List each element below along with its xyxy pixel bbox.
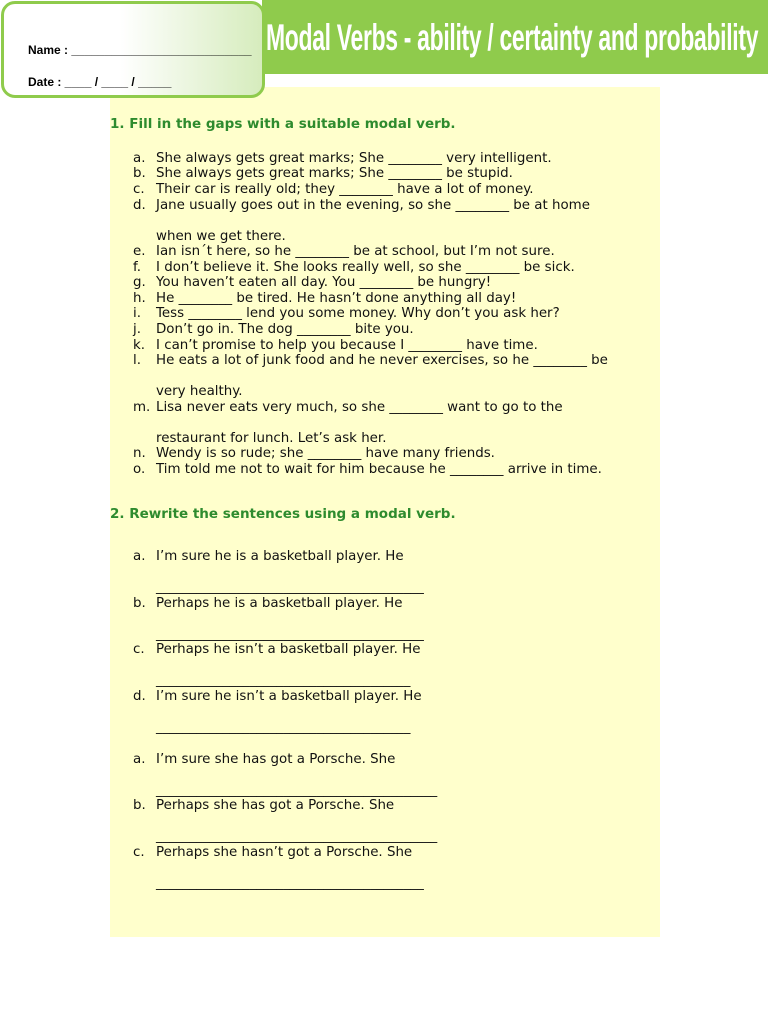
item-letter: a. [133,151,146,166]
exercise-item [133,198,590,214]
item-letter: e. [133,244,146,259]
answer-line[interactable]: __________________________________________ [156,783,438,798]
item-letter: b. [133,798,146,813]
exercise-item [133,306,560,322]
item-letter: h. [133,291,146,306]
rewrite-item [133,642,420,658]
item-letter: c. [133,182,145,197]
item-text: Lisa never eats very much, so she ________ want to go to the [156,400,563,415]
answer-line[interactable]: __________________________________________ [156,829,438,844]
answer-line[interactable]: ________________________________________ [156,580,424,595]
item-text: Perhaps she has got a Porsche. She [156,798,395,813]
item-letter: n. [133,446,146,461]
item-text: Wendy is so rude; she ________ have many friends. [156,446,495,461]
page-title: Modal Verbs - ability / certainty and probability [266,17,759,58]
date-field[interactable]: Date : ____ / ____ / _____ [28,75,172,89]
item-text: I don’t believe it. She looks really well, so she ________ be sick. [156,260,575,275]
exercise-item [133,166,513,182]
exercise-item [133,275,491,291]
item-text: I’m sure he is a basketball player. He [156,549,404,564]
exercise-item [133,322,414,338]
answer-line[interactable]: ______________________________________ [156,720,411,735]
item-letter: o. [133,462,146,477]
item-text: Perhaps he is a basketball player. He [156,596,403,611]
rewrite-item [133,596,402,612]
exercise-item [133,151,552,167]
item-text: Ian isn´t here, so he ________ be at school, but I’m not sure. [156,244,555,259]
item-text: Jane usually goes out in the evening, so she ________ be at home [156,198,590,213]
answer-line[interactable]: ________________________________________ [156,627,424,642]
item-letter: d. [133,689,146,704]
item-letter: m. [133,400,151,415]
answer-line[interactable]: ______________________________________ [156,673,411,688]
item-text-continued: restaurant for lunch. Let’s ask her. [156,431,387,446]
item-text: She always gets great marks; She ________ very intelligent. [156,151,552,166]
item-letter: i. [133,306,141,321]
item-text: Perhaps he isn’t a basketball player. He [156,642,421,657]
exercise-item [133,244,555,260]
rewrite-item [133,845,412,861]
item-letter: f. [133,260,141,275]
item-text: Tess ________ lend you some money. Why don’t you ask her? [156,306,560,321]
item-letter: j. [133,322,141,337]
item-text: Perhaps she hasn’t got a Porsche. She [156,845,413,860]
item-letter: a. [133,549,146,564]
answer-line[interactable]: ________________________________________ [156,876,424,891]
item-letter: g. [133,275,146,290]
item-text-continued: very healthy. [156,384,243,399]
item-letter: k. [133,338,146,353]
exercise-item [133,291,516,307]
item-letter: d. [133,198,146,213]
item-text: He ________ be tired. He hasn’t done anything all day! [156,291,517,306]
item-letter: l. [133,353,141,368]
exercise-item [133,446,495,462]
item-letter: c. [133,642,145,657]
exercise-item [133,353,608,369]
rewrite-item [133,689,422,705]
item-text: She always gets great marks; She ________ be stupid. [156,166,513,181]
item-text: Their car is really old; they ________ have a lot of money. [156,182,534,197]
item-text: You haven’t eaten all day. You ________ be hungry! [156,275,492,290]
section-2-title: 2. Rewrite the sentences using a modal verb. [110,506,456,522]
name-field[interactable]: Name : ___________________________ [28,43,252,57]
rewrite-item [133,798,394,814]
item-text: Tim told me not to wait for him because he ________ arrive in time. [156,462,602,477]
item-letter: b. [133,166,146,181]
exercise-item [133,462,602,478]
rewrite-item [133,549,404,565]
item-text: I can’t promise to help you because I ________ have time. [156,338,538,353]
item-letter: b. [133,596,146,611]
item-text-continued: when we get there. [156,229,286,244]
name-date-box [1,1,265,98]
exercise-item [133,260,575,276]
exercise-item [133,338,538,354]
item-letter: c. [133,845,145,860]
item-letter: a. [133,752,146,767]
exercise-item [133,182,534,198]
exercise-item [133,400,563,416]
item-text: I’m sure she has got a Porsche. She [156,752,396,767]
item-text: Don’t go in. The dog ________ bite you. [156,322,414,337]
item-text: He eats a lot of junk food and he never exercises, so he ________ be [156,353,608,368]
item-text: I’m sure he isn’t a basketball player. He [156,689,422,704]
section-1-title: 1. Fill in the gaps with a suitable modal verb. [110,116,456,132]
rewrite-item [133,752,395,768]
